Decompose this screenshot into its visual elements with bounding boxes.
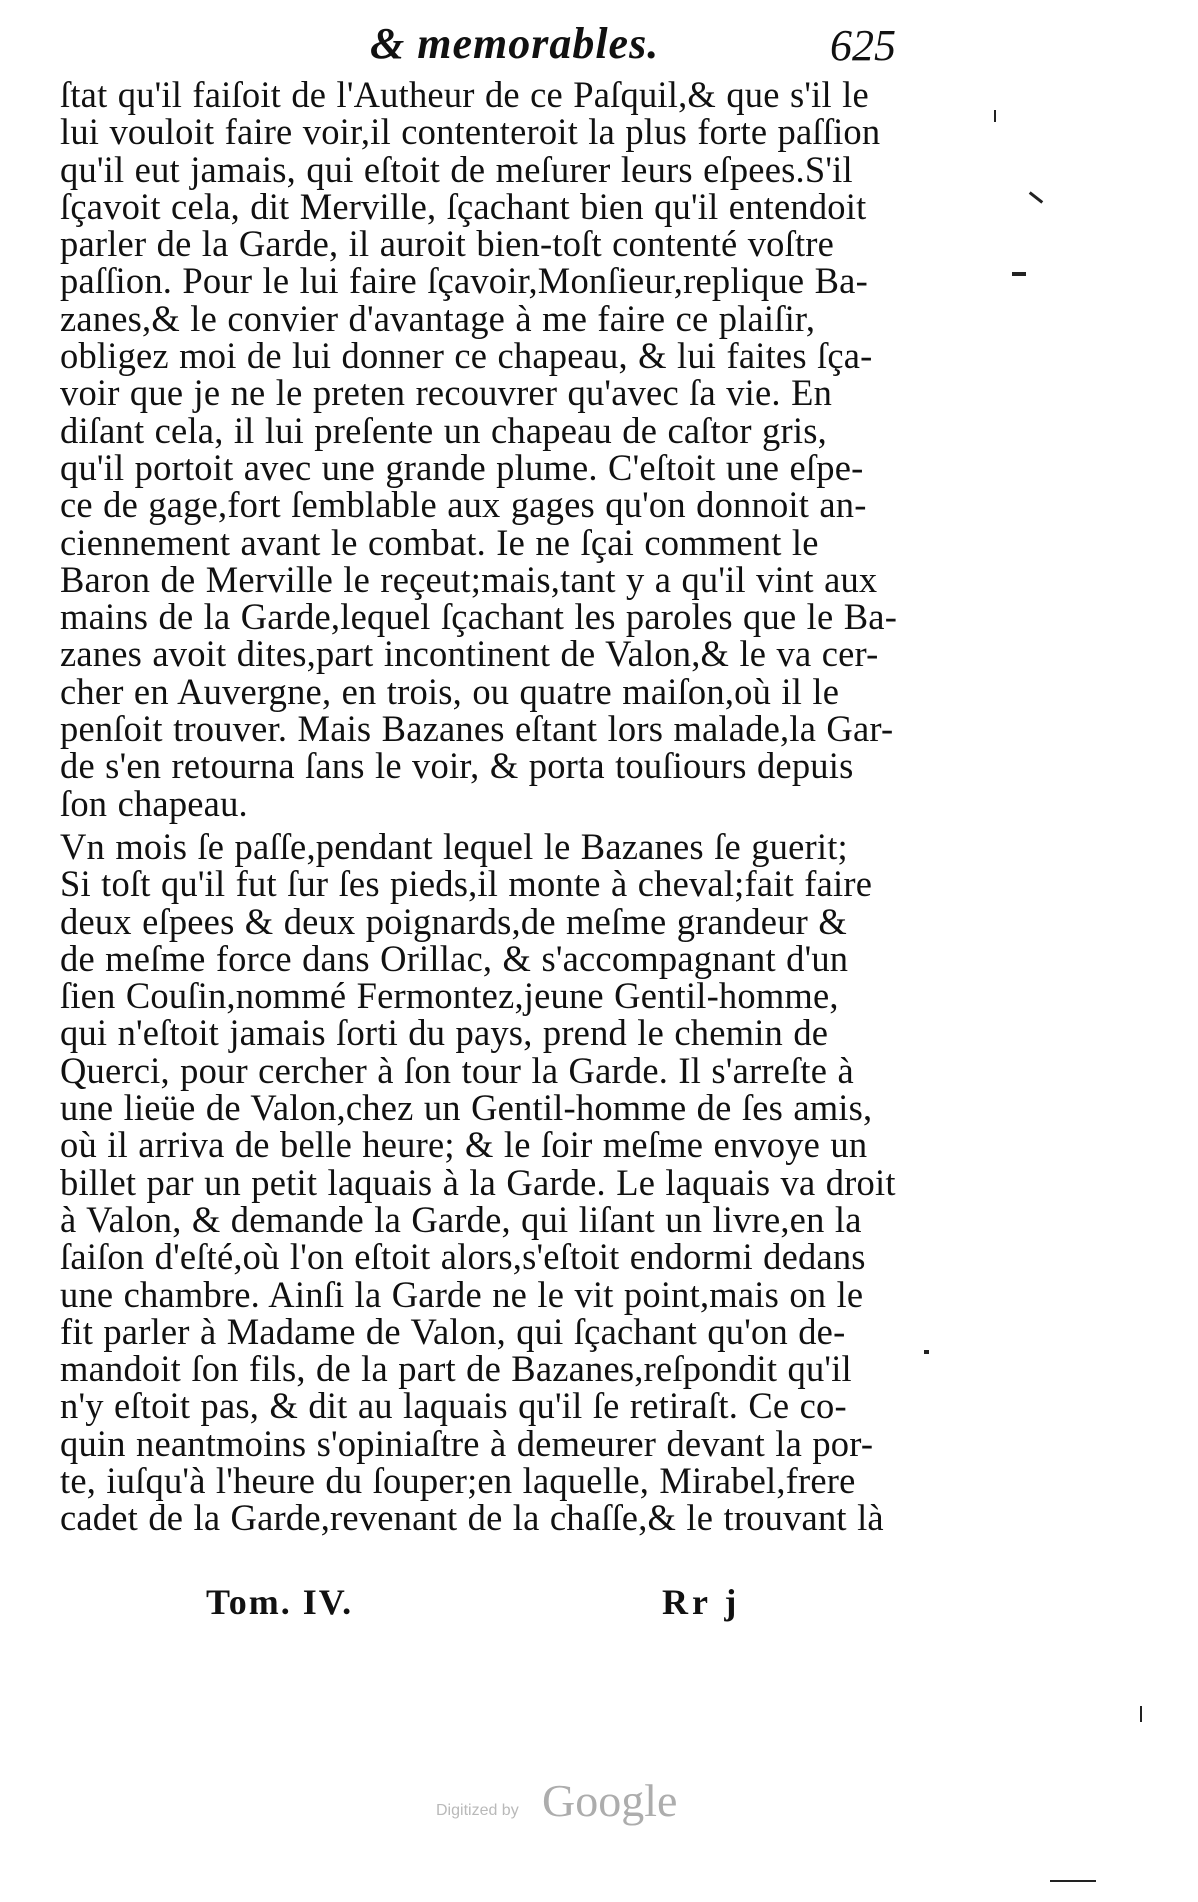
- digitized-brand-logo: Google: [542, 1775, 678, 1826]
- ink-speck: [924, 1350, 929, 1354]
- volume-number: Tom. IV.: [206, 1582, 354, 1622]
- text-line: quin neantmoins s'opiniaſtre à demeurer devant la por-: [60, 1422, 874, 1464]
- page-edge-rule: [1050, 1880, 1096, 1882]
- text-line: mandoit ſon fils, de la part de Bazanes,reſpondit qu'il: [60, 1348, 852, 1390]
- ink-speck: [1140, 1706, 1142, 1722]
- text-line: Si toſt qu'il fut ſur ſes pieds,il monte à cheval;fait faire: [60, 863, 873, 905]
- ink-speck: [1029, 191, 1043, 203]
- text-line: fit parler à Madame de Valon, qui ſçachant qu'on de-: [60, 1310, 846, 1352]
- text-line: Baron de Merville le reçeut;mais,tant y a qu'il vint aux: [60, 558, 878, 600]
- text-line: cadet de la Garde,revenant de la chaſſe,& le trouvant là: [60, 1497, 884, 1539]
- text-line: zanes,& le convier d'avantage à me faire ce plaiſir,: [60, 297, 816, 339]
- digitized-by-label: Digitized by: [436, 1802, 519, 1819]
- text-line: obligez moi de lui donner ce chapeau, & lui faites ſça-: [60, 335, 873, 377]
- text-line: ſtat qu'il faiſoit de l'Autheur de ce Paſquil,& que s'il le: [60, 74, 869, 115]
- ink-speck: [1012, 272, 1026, 276]
- text-line: billet par un petit laquais à la Garde. Le laquais va droit: [60, 1161, 896, 1203]
- text-line: de meſme force dans Orillac, & s'accompagnant d'un: [60, 937, 849, 979]
- digitized-watermark: [436, 1775, 736, 1835]
- text-line: Querci, pour cercher à ſon tour la Garde. Il s'arreſte à: [60, 1049, 854, 1091]
- text-line: penſoit trouver. Mais Bazanes eſtant lors malade,la Gar-: [60, 708, 894, 750]
- text-line: parler de la Garde, il auroit bien-toſt contenté voſtre: [60, 223, 835, 265]
- text-line: te, iuſqu'à l'heure du ſouper;en laquelle, Mirabel,frere: [60, 1459, 856, 1501]
- text-line: zanes avoit dites,part incontinent de Valon,& le va cer-: [60, 633, 879, 675]
- text-line: ſon chapeau.: [60, 782, 248, 824]
- text-line: diſant cela, il lui preſente un chapeau de caſtor gris,: [60, 409, 827, 451]
- ink-speck: [994, 110, 996, 122]
- running-title: & memorables.: [370, 19, 660, 68]
- text-line: ſaiſon d'eſté,où l'on eſtoit alors,s'eſtoit endormi dedans: [60, 1236, 866, 1278]
- text-line: paſſion. Pour le lui faire ſçavoir,Monſieur,replique Ba-: [60, 260, 868, 302]
- text-line: ce de gage,fort ſemblable aux gages qu'on donnoit an-: [60, 484, 867, 526]
- text-line: n'y eſtoit pas, & dit au laquais qu'il ſe retiraſt. Ce co-: [60, 1385, 847, 1427]
- page-number: 625: [830, 21, 896, 70]
- signature-mark: Rr j: [662, 1582, 741, 1622]
- body-text: [60, 76, 920, 1537]
- text-line: une lieüe de Valon,chez un Gentil-homme de ſes amis,: [60, 1087, 873, 1129]
- text-line: lui vouloit faire voir,il contenteroit la plus forte paſſion: [60, 111, 881, 153]
- text-line: à Valon, & demande la Garde, qui liſant un livre,en la: [60, 1198, 862, 1240]
- text-line: ſçavoit cela, dit Merville, ſçachant bien qu'il entendoit: [60, 185, 867, 227]
- text-line: où il arriva de belle heure; & le ſoir meſme envoye un: [60, 1124, 868, 1166]
- text-line: ſien Couſin,nommé Fermontez,jeune Gentil-homme,: [60, 975, 839, 1017]
- text-line: mains de la Garde,lequel ſçachant les paroles que le Ba-: [60, 596, 898, 638]
- text-line: Vn mois ſe paſſe,pendant lequel le Bazanes ſe guerit;: [60, 825, 848, 867]
- text-line: ciennement avant le combat. Ie ne ſçai comment le: [60, 521, 819, 563]
- running-head: [60, 18, 980, 78]
- text-line: voir que je ne le preten recouvrer qu'avec ſa vie. En: [60, 372, 833, 414]
- text-line: de s'en retourna ſans le voir, & porta touſiours depuis: [60, 745, 854, 787]
- text-line: cher en Auvergne, en trois, ou quatre maiſon,où il le: [60, 670, 840, 712]
- text-line: une chambre. Ainſi la Garde ne le vit point,mais on le: [60, 1273, 864, 1315]
- text-line: deux eſpees & deux poignards,de meſme grandeur &: [60, 900, 847, 942]
- text-line: qui n'eſtoit jamais ſorti du pays, prend le chemin de: [60, 1012, 829, 1054]
- text-line: qu'il eut jamais, qui eſtoit de meſurer leurs eſpees.S'il: [60, 148, 853, 190]
- page-footer: [60, 1580, 920, 1630]
- text-line: qu'il portoit avec une grande plume. C'eſtoit une eſpe-: [60, 446, 864, 488]
